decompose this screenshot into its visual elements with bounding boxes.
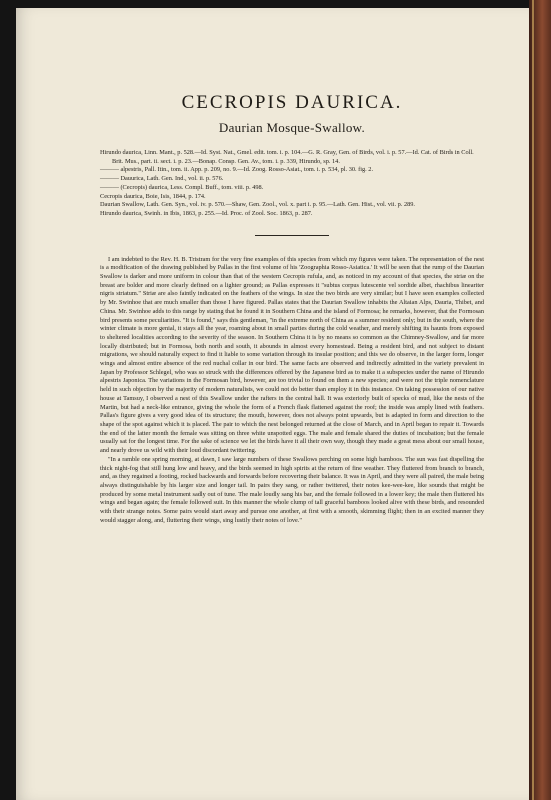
synonymy-entry: Cecropis daurica, Boie, Isis, 1844, p. 174. — [100, 192, 206, 200]
page-subtitle: Daurian Mosque-Swallow. — [218, 120, 366, 135]
book-page — [16, 8, 529, 800]
synonymy-entry: ——— alpestris, Pall. Itin., tom. ii. App. p. 209, no. 9.—Id. Zoog. Rosso-Asiat., tom. i. p. 534, pl. 30. fig. 2. — [100, 166, 374, 174]
book-fore-edge — [529, 0, 551, 800]
synonymy-entry: ——— (Cecropis) daurica, Less. Compl. Buff., tom. viii. p. 498. — [100, 183, 264, 191]
page-title: CECROPIS DAURICA. — [181, 92, 403, 113]
body-paragraph: "In a ramble one spring morning, at dawn, I saw large numbers of these Swallows perching on some high bamboos. The sun was fast dispelling the thick night-fog that still hung low and heavy, and the birds seemed in high spirits at the return of fine weather. They fluttered from branch to branch, and, as they regained a footing, rocked backwards and forwards before recovering their balance. It was in April, and they were all paired, the male being always distinguishable by his larger size and longer tail. In pairs they sang, or rather twittered, their notes kee-wee-kee, like sounds that might be produced by some metal instrument sadly out of tune. The male loudly sang his bar, and the female followed in a lower key; the male then fluttered his wings and began again; the female followed suit. In this manner the whole clump of tall graceful bamboos looked alive with these birds, and resounded with their strange notes. Some pairs would start away and pursue one another, at first with a smooth, skimming flight; then in an excited manner they would stagger along, and, fluttering their wings, sing lustily their notes of love." — [100, 455, 484, 524]
page-content — [100, 92, 484, 525]
gilt-line — [532, 0, 534, 800]
synonymy-entry: Daurian Swallow, Lath. Gen. Syn., vol. iv. p. 570.—Shaw, Gen. Zool., vol. x. part i. p. 95.—Lath. Gen. Hist., vol. vii. p. 289. — [100, 201, 415, 209]
synonymy-entry: Hirundo daurica, Swinh. in Ibis, 1863, p. 255.—Id. Proc. of Zool. Soc. 1863, p. 287. — [100, 209, 313, 217]
body-paragraph: I am indebted to the Rev. H. B. Tristram for the very fine examples of this species from which my figures were taken. The representation of the nest is a modification of the drawing published by Pallas in the first volume of his 'Zoographia Rosso-Asiatica.' It will be seen that the rump of the Daurian Swallow is darker and more uniform in colour than that of the western Cecropis rufula, and, as noticed in my account of that species, the striæ on the breast are bolder and more clearly defined on a lighter ground; as Pallas expresses it "subtus corpus lutescente vel sordide albet, rhachibus lineariter nigris striatum." Striæ are also faintly indicated on the feathers of the wings. In size the two birds are very similar; but I have seen examples collected by Mr. Swinhoe that are much smaller than those I have figured. Pallas states that the Daurian Swallow inhabits the Altaian Alps, Dauria, Thibet, and China. Mr. Swinhoe adds to this range by stating that he found it in Southern China and the island of Formosa; he remarks, however, that the Formosan bird presents some peculiarities. "It is found," says this gentleman, "in the extreme north of China as a summer resident only; but in the south, where the winter climate is more genial, it stays all the year, roaming about in small parties during the cold weather, and merely shifting its haunts from exposed to sheltered localities according to the severity of the season. In Southern China it is by no means so common as the Chimney-Swallow, and far more locally distributed; but in Formosa, both north and south, it abounds in almost every homestead. Being a resident bird, and not subject to distant migrations, we should naturally expect to find it liable to some variation through its insular position; and this we do observe, in the larger form, longer wings and almost entire absence of the red nuchal collar in our bird. The same facts are observed and indirectly admitted in the variety prevalent in Japan by Professor Schlegel, who was so struck with the differences offered by the Japanese bird as to make it a subspecies under the name of Hirundo alpestris Japonica. The variations in the Formosan bird, however, are too trivial to found on them a new species; and were not the triple nomenclature held in such objection by the majority of modern naturalists, we could not do better than employ it in this instance. On taking possession of our native house at Tamsuy, I observed a nest of this Swallow under the rafters in the central hall. It was exteriorly built of specks of mud, like the nests of the Martin, but had a neck-like entrance, giving the whole the form of a French flask flattened against the roof; the inside was amply lined with feathers. Pallas's figure gives a very good idea of its structure; the mouth, however, does not always point upwards, but is adapted in form and direction to the shape of the spot against which it is placed. The pair to which the nest belonged returned at the close of March, and in April began to repair it. Towards the end of the latter month the female was sitting on three white unspotted eggs. The male and female shared the duties of incubation; but the female usually sat for the longest time. For the sake of science we let the birds have it all their own way, though they made a great mess about our small house, and nearly drove us wild with their loud discordant twittering. — [100, 255, 484, 455]
body-text — [100, 256, 484, 526]
synonymy-entry: Hirundo daurica, Linn. Mant., p. 528.—Id. Syst. Nat., Gmel. edit. tom. i. p. 104.—G. R. Gray, Gen. of Birds, vol. i. p. 57.—Id. Cat. of Birds in Coll. Brit. Mus., part. ii. sect. i. p. 23.—Bonap. Consp. Gen. Av., tom. i. p. 339, Hirundo, sp. 14. — [100, 149, 474, 165]
synonymy-entry: ——— Dauurica, Lath. Gen. Ind., vol. ii. p. 576. — [100, 175, 224, 183]
section-divider — [255, 235, 329, 236]
synonymy-list — [100, 149, 484, 219]
